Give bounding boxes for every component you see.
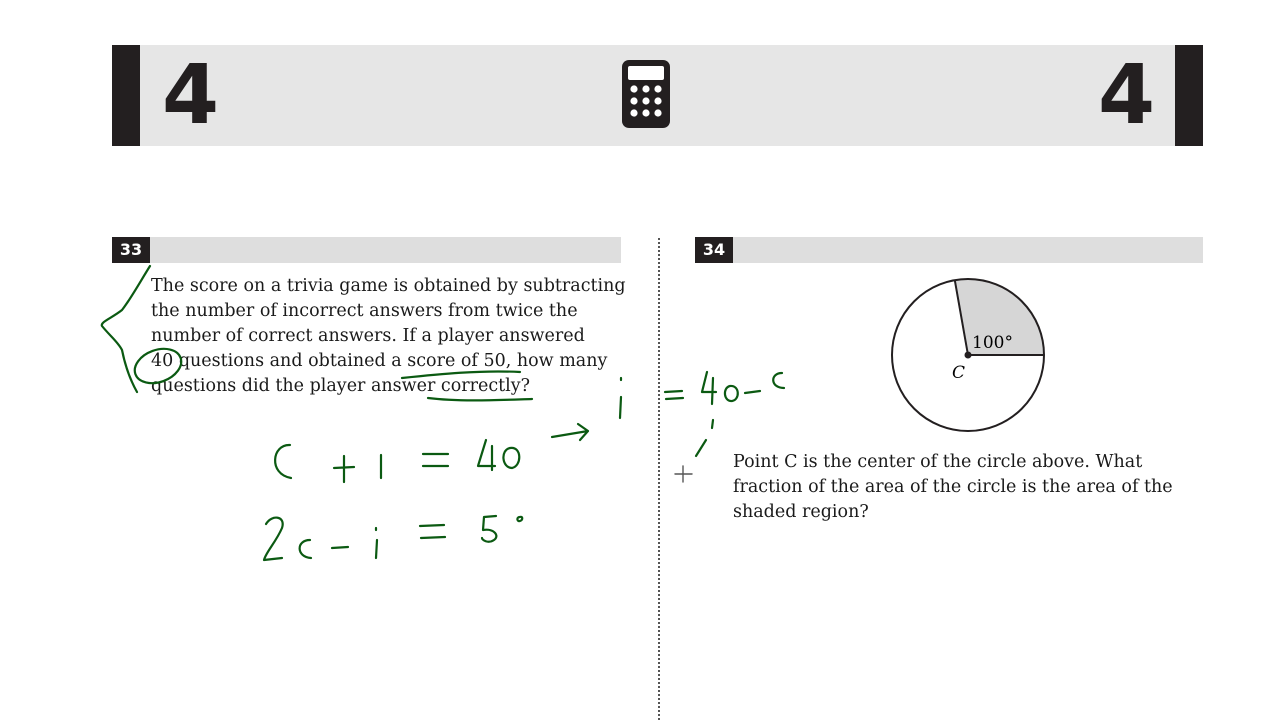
question-33-line: The score on a trivia game is obtained by subtracting: [151, 276, 626, 296]
question-34-header: [695, 237, 1203, 263]
section-bar-left-edge: [112, 45, 140, 146]
angle-label: 100°: [972, 333, 1013, 353]
question-33-line: number of correct answers. If a player answered: [151, 326, 585, 346]
question-33-text: [151, 274, 626, 399]
center-label: C: [952, 363, 966, 383]
question-33-line: the number of incorrect answers from twice the: [151, 301, 578, 321]
question-34-line: shaded region?: [733, 502, 869, 522]
bracket-mark: [102, 266, 150, 392]
question-34-text: [733, 450, 1173, 525]
cursor-crosshair: [675, 466, 692, 482]
section-number-right: 4: [1097, 48, 1155, 143]
section-number-left: 4: [162, 48, 220, 143]
section-header-bar: [112, 45, 1203, 146]
question-33-number: 33: [112, 237, 150, 263]
section-bar-right-edge: [1175, 45, 1203, 146]
center-point: [965, 352, 972, 359]
calculator-icon: [621, 59, 671, 129]
question-34-line: Point C is the center of the circle above. What: [733, 452, 1143, 472]
question-33-header: [112, 237, 621, 263]
arrow-mark: [552, 424, 588, 440]
circle-figure: [880, 272, 1060, 442]
question-34-number: 34: [695, 237, 733, 263]
question-33-line: questions did the player answer correctly?: [151, 376, 531, 396]
column-divider: [658, 238, 660, 720]
question-34-line: fraction of the area of the circle is the area of the: [733, 477, 1173, 497]
handwritten-C: [275, 445, 291, 478]
question-33-line: 40 questions and obtained a score of 50, how many: [151, 351, 608, 371]
stray-mark: [696, 420, 713, 456]
handwritten-2c: [264, 518, 283, 560]
